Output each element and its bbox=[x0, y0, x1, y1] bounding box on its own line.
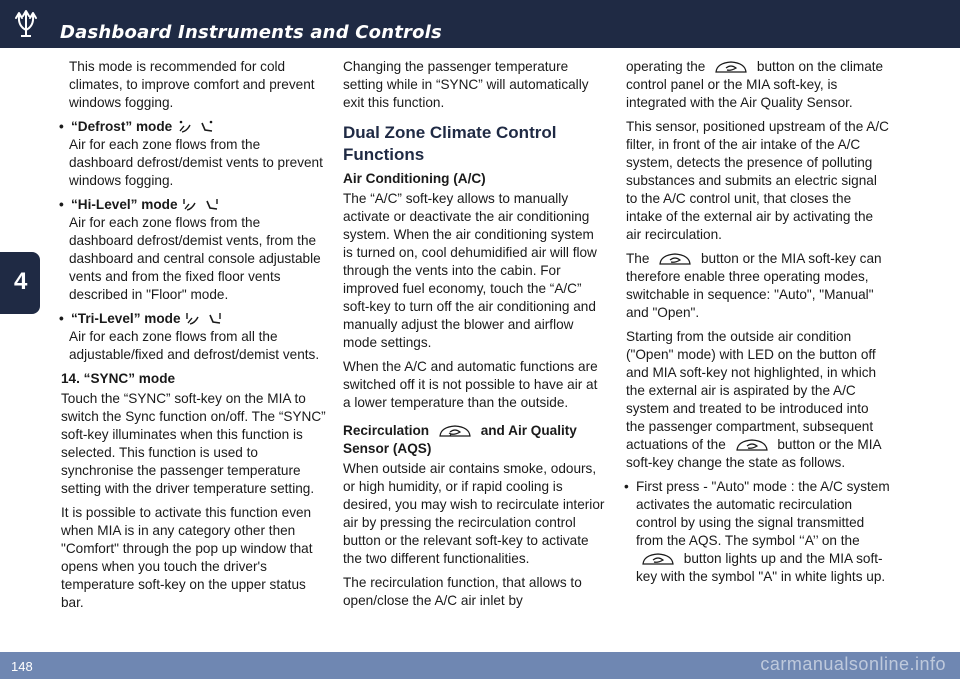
sync-mode-heading: 14. “SYNC” mode bbox=[61, 371, 176, 386]
seat-airflow-icon bbox=[207, 311, 223, 327]
watermark: carmanualsonline.info bbox=[760, 654, 946, 674]
trident-logo-icon bbox=[10, 8, 42, 40]
text-span: button lights up and the MIA soft-key with the symbol "A" in white lights up. bbox=[636, 551, 886, 584]
bullet-defrost-mode bbox=[61, 118, 326, 136]
recirculation-paragraph-2: The recirculation function, that allows to open/close the A/C air inlet by bbox=[343, 575, 582, 608]
hi-level-mode-title: “Hi-Level” mode bbox=[71, 197, 178, 212]
text-span: Starting from the outside air condition ("Open" mode) with LED on the button off and MIA soft-key not highlighted, in which the external air is aspirated by the A/C system and treated to be introduced into the passenger compartment, subsequent actuations of the bbox=[626, 329, 877, 452]
defrost-mode-description: Air for each zone flows from the dashboard defrost/demist vents to prevent windows fogging. bbox=[69, 137, 323, 188]
bullet-hi-level-mode bbox=[61, 196, 326, 214]
paragraph-cold-climates: This mode is recommended for cold climates, to improve comfort and prevent windows fogging. bbox=[69, 59, 315, 110]
tri-level-mode-title: “Tri-Level” mode bbox=[71, 311, 181, 326]
text-span: The bbox=[626, 251, 650, 266]
seat-airflow-icon bbox=[204, 197, 220, 213]
recirculation-heading-b: and Air Quality Sensor (AQS) bbox=[343, 423, 577, 456]
aqs-paragraph-4 bbox=[626, 328, 890, 472]
windshield-airflow-icon bbox=[185, 311, 201, 327]
aqs-paragraph-1 bbox=[626, 58, 890, 112]
bullet-tri-level-mode bbox=[61, 310, 326, 328]
sync-exit-paragraph: Changing the passenger temperature setting while in “SYNC” will automatically exit this function. bbox=[343, 59, 589, 110]
recirculation-heading bbox=[343, 422, 607, 458]
page-title: Dashboard Instruments and Controls bbox=[60, 22, 442, 43]
chapter-number: 4 bbox=[14, 268, 28, 295]
windshield-airflow-icon bbox=[177, 119, 193, 135]
bullet-first-press bbox=[626, 478, 890, 586]
recirculation-heading-a: Recirculation bbox=[343, 423, 430, 438]
recirculation-icon bbox=[734, 437, 770, 453]
defrost-mode-title: “Defrost” mode bbox=[71, 119, 173, 134]
windshield-airflow-icon bbox=[182, 197, 198, 213]
chapter-tab bbox=[0, 252, 40, 314]
text-span: operating the bbox=[626, 59, 706, 74]
column-1 bbox=[61, 58, 326, 618]
recirculation-icon bbox=[437, 423, 473, 439]
ac-heading: Air Conditioning (A/C) bbox=[343, 171, 486, 186]
aqs-paragraph-3 bbox=[626, 250, 890, 322]
ac-paragraph-2: When the A/C and automatic functions are switched off it is not possible to have air at a lower temperature than the outside. bbox=[343, 359, 598, 410]
ac-paragraph-1: The “A/C” soft-key allows to manually activate or deactivate the air conditioning system. When the air conditioning system is turned on, cool dehumidified air will flow through the vents into the cabin. For improved fuel economy, touch the “A/C” soft-key to turn off the air conditioning and manually adjust the blower and airflow mode settings. bbox=[343, 191, 597, 350]
hi-level-mode-description: Air for each zone flows from the dashboard defrost/demist vents, from the dashboard and central console adjustable vents and from the fixed floor vents described in "Floor" mode. bbox=[69, 215, 321, 302]
column-3 bbox=[626, 58, 890, 586]
page-header bbox=[0, 0, 960, 48]
sync-paragraph-2: It is possible to activate this function even when MIA is in any category other then "Comfort" through the pop up window that opens when you touch the driver's temperature soft-key on the upper status bar. bbox=[61, 505, 313, 610]
page-number: 148 bbox=[11, 659, 33, 674]
recirculation-icon bbox=[657, 251, 693, 267]
text-span: First press - "Auto" mode : the A/C system activates the automatic recirculation control by using the signal transmitted from the AQS. The symbol ‘‘A’’ on the bbox=[636, 479, 890, 548]
recirculation-icon bbox=[640, 551, 676, 567]
page-footer bbox=[0, 652, 960, 679]
column-2 bbox=[343, 58, 607, 616]
seat-airflow-icon bbox=[199, 119, 215, 135]
recirculation-icon bbox=[713, 59, 749, 75]
text-span: button on the climate control panel or the MIA soft-key, is integrated with the Air Quality Sensor. bbox=[626, 59, 884, 110]
sync-paragraph-1: Touch the “SYNC” soft-key on the MIA to switch the Sync function on/off. The “SYNC” soft-key illuminates when this function is selected. This function is used to synchronise the passenger temperature setting with the driver temperature setting. bbox=[61, 391, 326, 496]
tri-level-mode-description: Air for each zone flows from all the adjustable/fixed and defrost/demist vents. bbox=[69, 329, 320, 362]
text-span: button or the MIA soft-key change the state as follows. bbox=[626, 437, 881, 470]
section-heading-dual-zone: Dual Zone Climate Control Functions bbox=[343, 123, 557, 164]
text-span: button or the MIA soft-key can therefore enable three operating modes, switchable in sequence: "Auto", "Manual" and "Open". bbox=[626, 251, 882, 320]
recirculation-paragraph-1: When outside air contains smoke, odours, or high humidity, or if rapid cooling is desired, you may wish to recirculate interior air by pressing the recirculation control button or the relevant soft-key to activate the two different functionalities. bbox=[343, 461, 605, 566]
aqs-paragraph-2: This sensor, positioned upstream of the A/C filter, in front of the air intake of the A/C system, detects the presence of polluting substances and submits an electric signal to the A/C control unit, that closes the intake of the external air by activating the air recirculation. bbox=[626, 119, 889, 242]
